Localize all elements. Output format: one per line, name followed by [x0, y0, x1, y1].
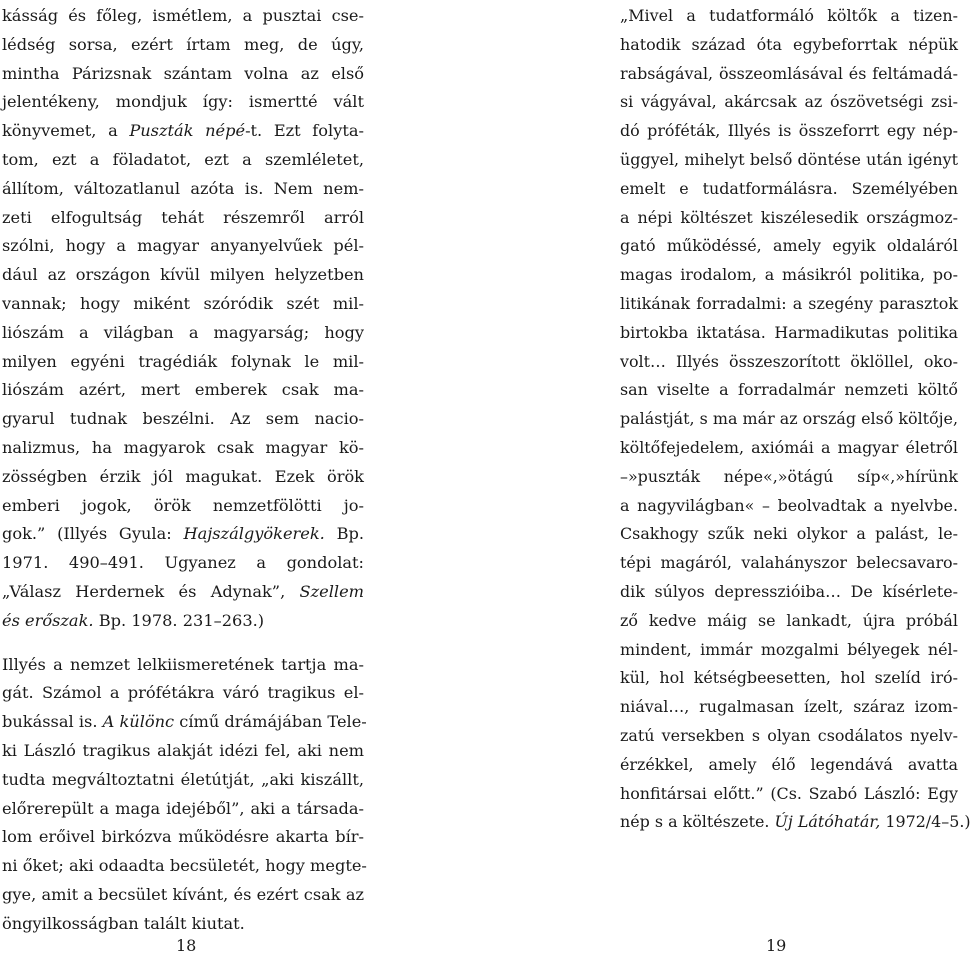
quote-line: nép s a költészete. Új Látóhatár, 1972/4–5.)	[620, 812, 971, 832]
body-line: gye, amit a becsület kívánt, és ezért csak az	[2, 884, 364, 904]
footnote-line: zeti elfogultság tehát részemről arról	[2, 207, 364, 227]
footnote-line: mintha Párizsnak szántam volna az első	[2, 63, 364, 83]
quote-line: ző kedve máig se lankadt, újra próbál	[620, 610, 958, 630]
footnote-line: nalizmus, ha magyarok csak magyar kö-	[2, 437, 364, 457]
footnote-line: gyarul tudnak beszélni. Az sem nacio-	[2, 409, 364, 429]
body-line: gát. Számol a prófétákra váró tragikus el-	[2, 683, 364, 703]
body-line: tudta megváltoztatni életútját, „aki kiszállt,	[2, 769, 364, 789]
footnote-line: lédség sorsa, ezért írtam meg, de úgy,	[2, 34, 364, 54]
italic-title: A különc	[102, 712, 175, 732]
italic-title: Puszták népé	[129, 121, 246, 141]
footnote-line: milyen egyéni tragédiák folynak le mil-	[2, 351, 364, 371]
quote-line: hatodik század óta egybeforrtak népük	[620, 34, 958, 54]
quote-line: rabságával, összeomlásával és feltámadá-	[620, 63, 958, 83]
quote-line: litikának forradalmi: a szegény parasztok	[620, 293, 958, 313]
body-line: öngyilkosságban talált kiutat.	[2, 913, 245, 933]
footnote-line: 1971. 490–491. Ugyanez a gondolat:	[2, 553, 364, 573]
quote-line: san viselte a forradalmár nemzeti költő	[620, 380, 958, 400]
footnote-line: könyvemet, a Puszták népé-t. Ezt folyta-	[2, 121, 364, 141]
footnote-line: liószám azért, mert emberek csak ma-	[2, 380, 364, 400]
footnote-line: „Válasz Herdernek és Adynak”, Szellem	[2, 581, 364, 601]
quote-line: si vágyával, akárcsak az ószövetségi zsi-	[620, 92, 958, 112]
paragraph-gap	[2, 636, 364, 651]
body-line: bukással is. A különc című drámájában Tele-	[2, 712, 367, 732]
footnote-block	[2, 2, 364, 636]
quote-line: üggyel, mihelyt belső döntése után igényt	[620, 149, 958, 169]
quote-line: „Mivel a tudatformáló költők a tizen-	[620, 6, 958, 25]
quote-line: zatú versekben s olyan csodálatos nyelv-	[620, 725, 958, 745]
quote-line: dik súlyos depresszióiba… De kísérlete-	[620, 581, 958, 601]
quote-line: birtokba iktatása. Harmadikutas politika	[620, 322, 958, 342]
quote-line: a nagyvilágban« – beolvadtak a nyelvbe.	[620, 495, 958, 515]
footnote-line: szólni, hogy a magyar anyanyelvűek pél-	[2, 236, 364, 256]
italic-title: és erőszak.	[2, 610, 94, 630]
footnote-line: zösségben érzik jól magukat. Ezek örök	[2, 466, 364, 486]
body-line: lom erőivel birkózva működésre akarta bír-	[2, 827, 364, 847]
quote-line: –»puszták népe«,»ötágú síp«,»hírünk	[620, 466, 958, 486]
footnote-line: jelentékeny, mondjuk így: ismertté vált	[2, 92, 364, 112]
footnote-line: állítom, változatlanul azóta is. Nem nem-	[2, 178, 364, 198]
left-page-text	[2, 2, 367, 939]
quote-line: Csakhogy szűk neki olykor a palást, le-	[620, 524, 958, 544]
quote-line: érzékkel, amely élő legendává avatta	[620, 754, 958, 774]
quote-line: költőfejedelem, axiómái a magyar életről	[620, 437, 958, 457]
italic-title: Új Látóhatár,	[774, 812, 881, 832]
quote-line: a népi költészet kiszélesedik országmoz-	[620, 207, 958, 227]
quote-line: magas irodalom, a másikról politika, po-	[620, 265, 958, 285]
quotation-block	[620, 2, 971, 837]
italic-title: Hajszálgyökerek.	[183, 524, 325, 544]
page-number-right: 19	[766, 936, 787, 955]
footnote-line: emberi jogok, örök nemzetfölötti jo-	[2, 495, 364, 515]
quote-line: volt… Illyés összeszorított öklöllel, oko-	[620, 351, 958, 371]
quote-line: dó próféták, Illyés is összeforrt egy nép-	[620, 121, 958, 141]
body-line: előrerepült a maga idejéből”, aki a társada-	[2, 798, 364, 818]
footnote-line: gok.” (Illyés Gyula: Hajszálgyökerek. Bp.	[2, 524, 364, 544]
italic-title: Szellem	[299, 581, 364, 601]
quote-line: honfitársai előtt.” (Cs. Szabó László: Egy	[620, 783, 958, 803]
footnote-line: liószám a világban a magyarság; hogy	[2, 322, 364, 342]
footnote-line: és erőszak. Bp. 1978. 231–263.)	[2, 610, 265, 630]
quote-line: tépi magáról, valahányszor belecsavaro-	[620, 553, 958, 573]
footnote-line: vannak; hogy miként szóródik szét mil-	[2, 293, 364, 313]
footnote-line: tom, ezt a föladatot, ezt a szemléletet,	[2, 149, 364, 169]
body-line: ki László tragikus alakját idézi fel, aki nem	[2, 740, 364, 760]
quote-line: gató működéssé, amely egyik oldaláról	[620, 236, 958, 256]
quote-line: palástját, s ma már az ország első költője,	[620, 409, 958, 429]
footnote-line: dául az országon kívül milyen helyzetben	[2, 265, 364, 285]
footnote-line: kásság és főleg, ismétlem, a pusztai cse-	[2, 6, 364, 25]
page-number-left: 18	[176, 936, 197, 955]
quote-line: niával…, rugalmasan ízelt, száraz izom-	[620, 697, 958, 717]
body-line: Illyés a nemzet lelkiismeretének tartja ma-	[2, 654, 364, 674]
quote-line: mindent, immár mozgalmi bélyegek nél-	[620, 639, 958, 659]
quote-line: emelt e tudatformálásra. Személyében	[620, 178, 958, 198]
body-paragraph	[2, 651, 367, 939]
quote-line: kül, hol kétségbeesetten, hol szelíd iró-	[620, 668, 958, 688]
body-line: ni őket; aki odaadta becsületét, hogy megte-	[2, 856, 367, 876]
